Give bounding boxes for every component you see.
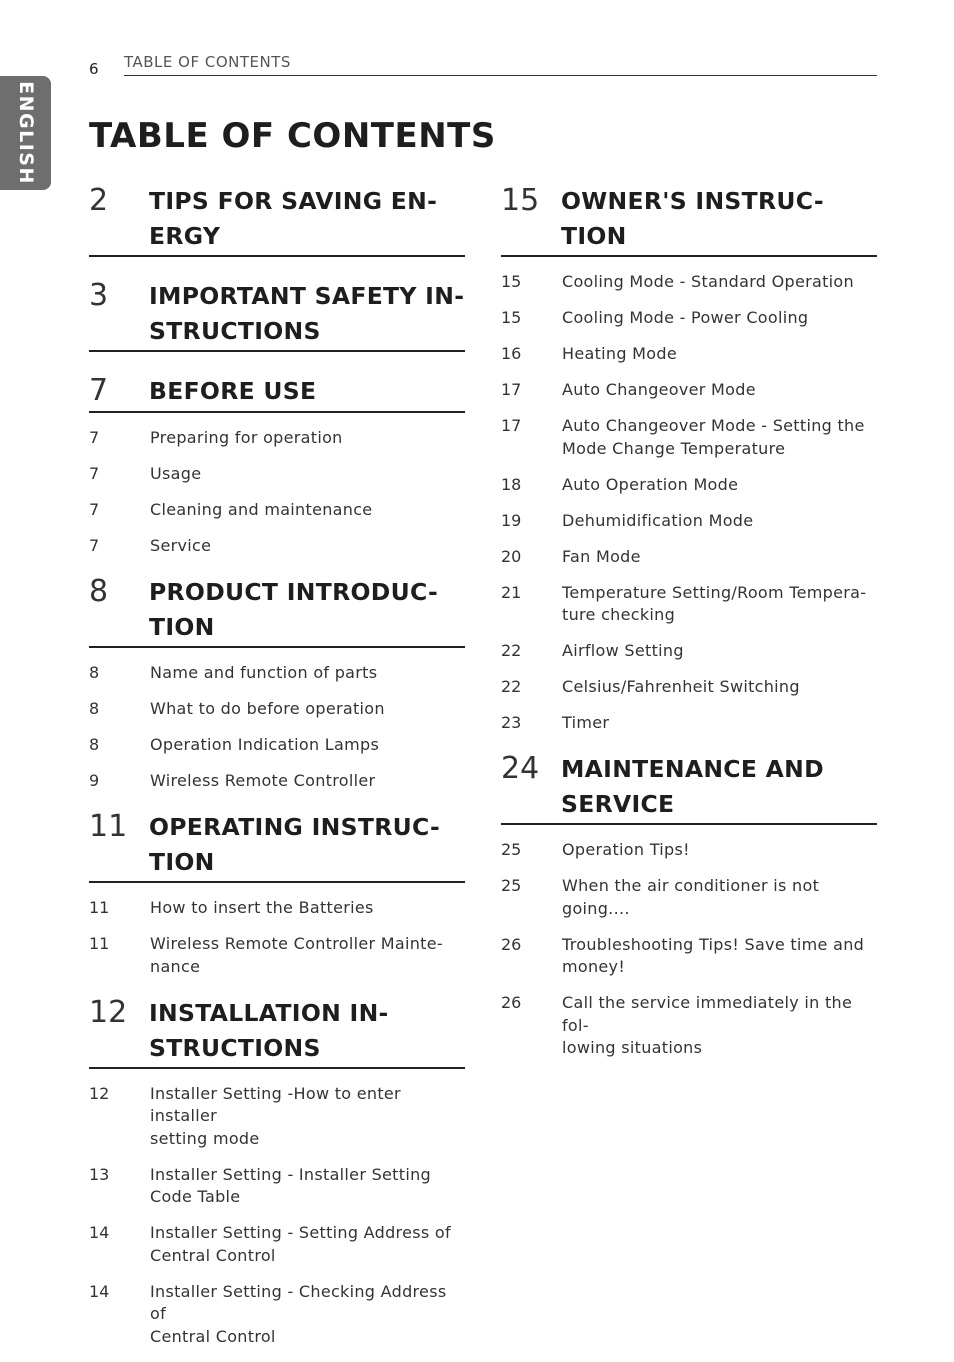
section-title: IMPORTANT SAFETY IN- STRUCTIONS [149,282,465,345]
entry-title: Operation Indication Lamps [150,735,380,754]
section-heading[interactable] [501,180,877,257]
entry-page-number: 7 [89,464,100,483]
section-title: PRODUCT INTRODUC- TION [149,578,439,641]
entry-title: Cooling Mode - Standard Operation [562,272,854,291]
entry-page-number: 17 [501,380,522,399]
toc-section [89,571,465,793]
entry-title: Usage [150,464,202,483]
entry-title: Service [150,536,212,555]
toc-entry[interactable] [89,734,465,757]
entry-title: Operation Tips! [562,840,690,859]
toc-section [89,992,465,1349]
section-page-number: 12 [89,994,128,1030]
page-number: 6 [89,60,99,78]
toc-entry[interactable] [89,499,465,522]
toc-entry[interactable] [89,463,465,486]
section-page-number: 15 [501,183,540,218]
section-entries [501,839,877,1060]
section-entries [89,897,465,978]
entry-page-number: 7 [89,428,100,447]
entry-page-number: 16 [501,344,522,363]
entry-title: Auto Changeover Mode [562,380,756,399]
entry-page-number: 12 [89,1083,110,1103]
toc-entry[interactable] [89,1222,465,1267]
toc-entry[interactable] [501,474,877,497]
toc-entry[interactable] [501,676,877,699]
entry-page-number: 8 [89,663,100,682]
section-heading[interactable] [89,275,465,352]
section-title: MAINTENANCE AND SERVICE [561,755,824,818]
entry-title: Cooling Mode - Power Cooling [562,308,809,327]
entry-title: Auto Operation Mode [562,474,739,494]
entry-page-number: 19 [501,510,522,530]
toc-entry[interactable] [89,698,465,721]
entry-title: Troubleshooting Tips! Save time and money! [562,934,865,976]
entry-title: Temperature Setting/Room Tempera- ture checking [562,582,867,624]
toc-section [501,180,877,735]
language-tab-label: ENGLISH [14,81,37,185]
toc-entry[interactable] [501,582,877,627]
entry-page-number: 26 [501,993,522,1012]
toc-left-column [89,180,465,1362]
section-heading[interactable] [501,748,877,825]
entry-title: What to do before operation [150,699,385,718]
toc-section [89,180,465,257]
section-title: INSTALLATION IN- STRUCTIONS [149,998,389,1062]
section-heading[interactable] [89,806,465,883]
toc-entry[interactable] [501,379,877,402]
entry-title: Airflow Setting [562,641,684,660]
section-page-number: 2 [89,183,109,218]
toc-entry[interactable] [501,712,877,735]
toc-entry[interactable] [89,1164,465,1209]
entry-title: Call the service immediately in the fol- lowing situations [562,993,853,1057]
entry-page-number: 7 [89,500,100,519]
section-page-number: 7 [89,373,109,408]
running-header: TABLE OF CONTENTS [124,53,877,76]
toc-section [501,748,877,1060]
entry-title: Heating Mode [562,344,677,363]
entry-page-number: 14 [89,1223,110,1242]
entry-title: Installer Setting - Installer Setting Code Table [150,1164,431,1206]
entry-page-number: 18 [501,474,522,494]
toc-entry[interactable] [501,992,877,1060]
toc-section [89,370,465,558]
toc-entry[interactable] [89,662,465,685]
section-title: OPERATING INSTRUC- TION [149,813,441,876]
toc-entry[interactable] [501,271,877,294]
toc-entry[interactable] [89,897,465,920]
entry-title: Installer Setting - Checking Address of Central Control [150,1281,447,1346]
entry-page-number: 17 [501,416,522,435]
entry-page-number: 15 [501,272,522,291]
entry-title: Dehumidification Mode [562,510,754,530]
toc-entry[interactable] [89,427,465,450]
section-heading[interactable] [89,992,465,1069]
toc-section [89,806,465,978]
entry-title: Preparing for operation [150,428,343,447]
entry-page-number: 21 [501,582,522,602]
toc-entry[interactable] [501,640,877,663]
section-heading[interactable] [89,370,465,413]
toc-entry[interactable] [501,934,877,979]
section-page-number: 24 [501,751,540,786]
entry-title: Auto Changeover Mode - Setting the Mode Change Temperature [562,416,865,458]
entry-page-number: 8 [89,735,100,754]
language-tab [0,76,51,190]
entry-page-number: 11 [89,934,110,953]
section-entries [501,271,877,735]
entry-page-number: 7 [89,536,100,555]
entry-title: Wireless Remote Controller [150,771,376,790]
entry-title: Celsius/Fahrenheit Switching [562,677,800,696]
entry-page-number: 13 [89,1164,110,1184]
entry-page-number: 11 [89,898,110,917]
section-page-number: 3 [89,278,109,313]
toc-entry[interactable] [89,1281,465,1349]
section-title: TIPS FOR SAVING EN- ERGY [149,187,438,250]
entry-title: Wireless Remote Controller Mainte- nance [150,934,443,976]
section-entries [89,1083,465,1349]
page-title: TABLE OF CONTENTS [89,116,496,156]
entry-page-number: 22 [501,641,522,660]
section-page-number: 8 [89,574,109,609]
section-title: BEFORE USE [149,377,317,405]
entry-title: Fan Mode [562,546,641,566]
toc-entry[interactable] [501,343,877,366]
entry-title: How to insert the Batteries [150,898,374,917]
toc-entry[interactable] [501,307,877,330]
toc-right-column [501,180,877,1073]
toc-entry[interactable] [501,510,877,533]
entry-page-number: 25 [501,876,522,895]
section-entries [89,427,465,558]
toc-entry[interactable] [501,546,877,569]
toc-section [89,275,465,352]
entry-page-number: 14 [89,1281,110,1301]
toc-entry[interactable] [501,875,877,920]
entry-title: Installer Setting -How to enter installer setting mode [150,1083,401,1148]
toc-entry[interactable] [89,770,465,793]
section-heading[interactable] [89,571,465,648]
entry-page-number: 25 [501,840,522,859]
toc-entry[interactable] [89,933,465,978]
entry-page-number: 26 [501,934,522,954]
section-page-number: 11 [89,809,128,844]
entry-title: Cleaning and maintenance [150,500,373,519]
entry-title: When the air conditioner is not going.... [562,876,820,918]
entry-title: Name and function of parts [150,663,378,682]
entry-page-number: 22 [501,677,522,696]
entry-title: Timer [562,713,610,732]
entry-page-number: 9 [89,771,100,790]
entry-page-number: 23 [501,713,522,732]
entry-page-number: 8 [89,699,100,718]
entry-page-number: 20 [501,546,522,566]
toc-entry[interactable] [501,839,877,862]
entry-title: Installer Setting - Setting Address of Central Control [150,1223,451,1265]
section-heading[interactable] [89,180,465,257]
entry-page-number: 15 [501,308,522,327]
section-title: OWNER'S INSTRUC- TION [561,187,824,250]
toc-entry[interactable] [501,415,877,460]
toc-entry[interactable] [89,535,465,558]
section-entries [89,662,465,793]
toc-entry[interactable] [89,1083,465,1151]
